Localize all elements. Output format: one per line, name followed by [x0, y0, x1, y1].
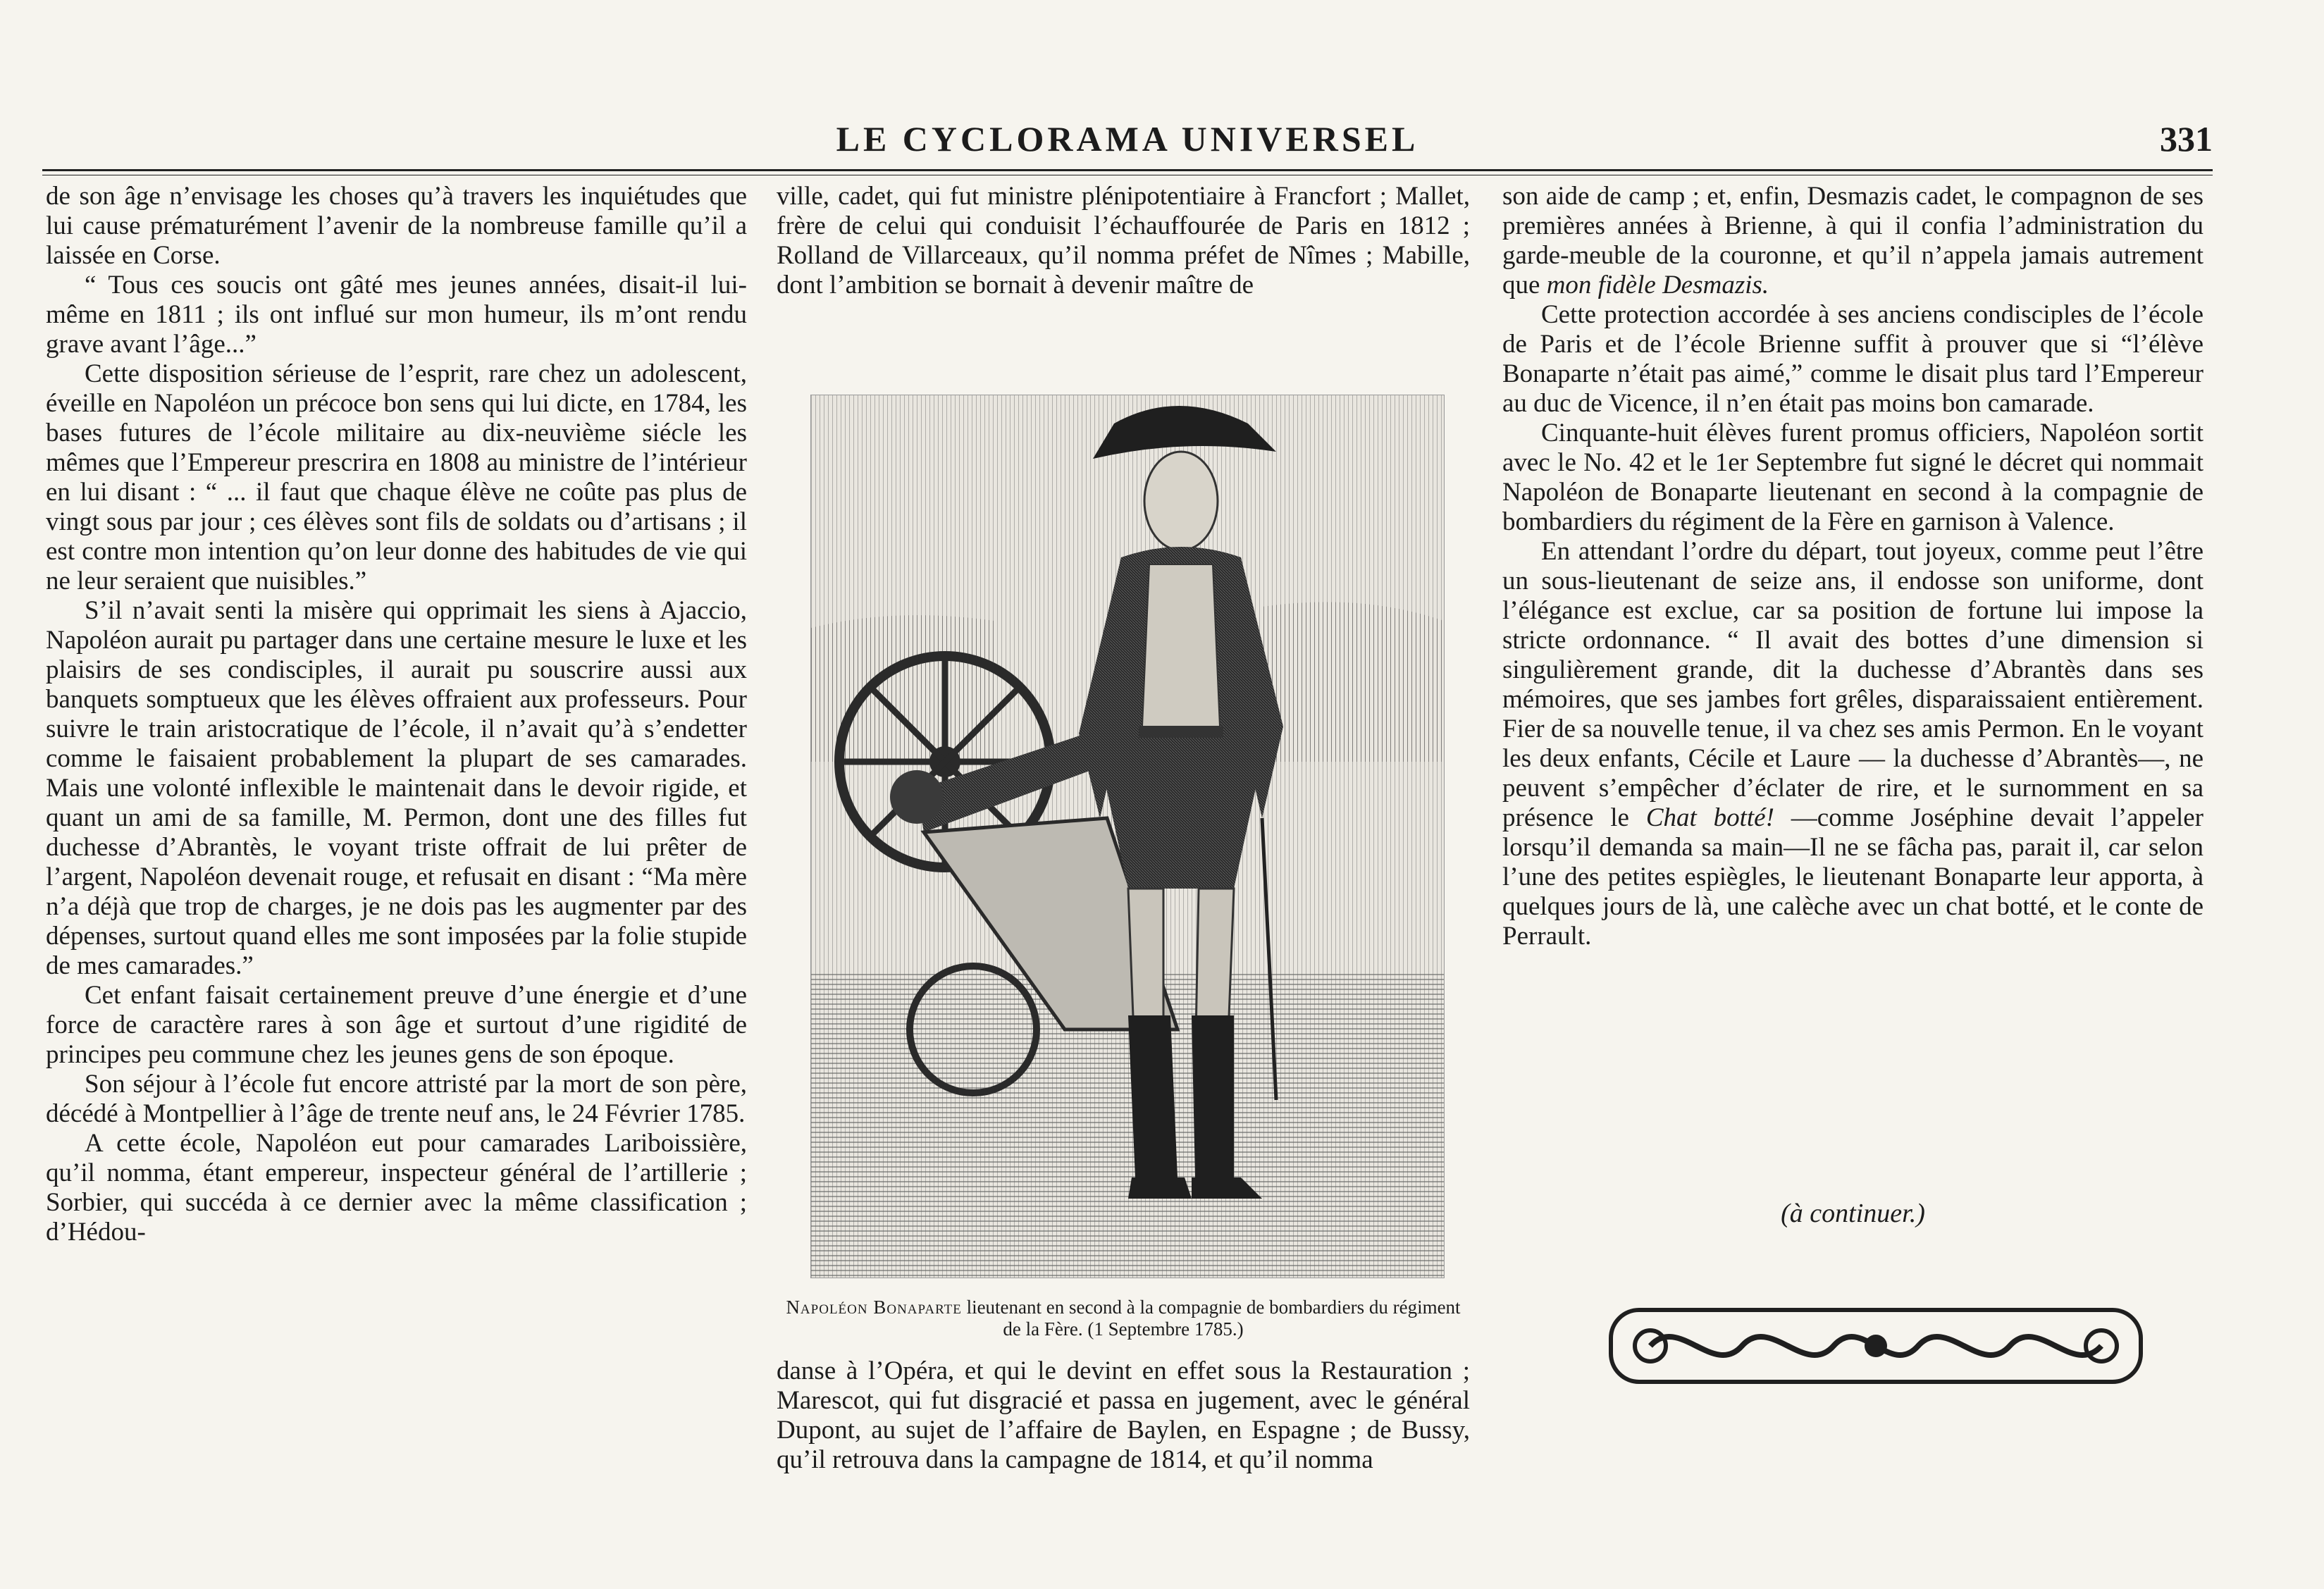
column-3: [1502, 182, 2204, 951]
paragraph: “ Tous ces soucis ont gâté mes jeunes années, disait-il lui-même en 1811 ; ils ont influé sur mon humeur, ils m’ont rendu grave avant l’âge...”: [46, 271, 747, 359]
text-span: —comme Joséphine devait l’appeler lorsqu’il demanda sa main—Il ne se fâcha pas, parait il, car selon l’une des petites espiègles, le lieutenant Bonaparte leur apporta, à quelques jours de là, une calèche avec un chat botté, et le conte de Perrault.: [1502, 803, 2204, 951]
header-rule: [42, 169, 2213, 171]
caption-text: lieutenant en second à la compagnie de bombardiers du régiment de la Fère. (1 Septembre 1785.): [961, 1297, 1461, 1340]
text-span: En attendant l’ordre du départ, tout joyeux, comme peut l’être un sous-lieutenant de seize ans, il endosse son uniforme, dont l’élégance est exclue, car sa position de fortune lui impose la stricte ordonnance. “ Il avait des bottes d’une dimension si singulièrement grande, dit la duchesse d’Abrantès dans ses mémoires, que ses jambes fort grêles, disparaissaient entièrement. Fier de sa nouvelle tenue, il va chez ses amis Permon. En le voyant les deux enfants, Cécile et Laure — la duchesse d’Abrantès—, ne peuvent s’empêcher d’éclater de rire, et le surnomment en sa présence le: [1502, 537, 2204, 832]
column-2-bottom: [777, 1356, 1470, 1475]
paragraph: ville, cadet, qui fut ministre plénipotentiaire à Francfort ; Mallet, frère de celui qui conduisit l’échauffourée de Paris en 1812 ; Rolland de Villarceaux, qu’il nomma préfet de Nîmes ; Mabille, dont l’ambition se bornait à devenir maître de: [777, 182, 1470, 299]
italic-text: mon fidèle Desmazis.: [1546, 271, 1769, 299]
continuation-note: (à continuer.): [1781, 1199, 1925, 1228]
page-number: 331: [2160, 119, 2213, 159]
paragraph: A cette école, Napoléon eut pour camarades Lariboissière, qu’il nomma, étant empereur, inspecteur général de l’artillerie ; Sorbier, qui succéda à ce dernier avec la même classification ; d’Hédou-: [46, 1129, 747, 1247]
paragraph: Son séjour à l’école fut encore attristé par la mort de son père, décédé à Montpellier à l’âge de trente neuf ans, le 24 Février 1785.: [46, 1070, 747, 1128]
caption-name: Napoléon Bonaparte: [786, 1297, 962, 1318]
figure-caption: [777, 1297, 1470, 1340]
paragraph: [1502, 537, 2204, 951]
text-span: son aide de camp ; et, enfin, Desmazis cadet, le compagnon de ses premières années à Brienne, à qui il confia l’administration du garde-meuble de la couronne, et qu’il n’appela jamais autrement que: [1502, 182, 2204, 299]
italic-text: Chat botté!: [1645, 803, 1774, 832]
paragraph: Cette protection accordée à ses anciens condisciples de l’école de Paris et de l’école Brienne suffit à prouver que si “l’élève Bonaparte n’était pas aimé,” comme le disait plus tard l’Empereur au duc de Vicence, il n’en était pas moins bon camarade.: [1502, 300, 2204, 418]
journal-title: LE CYCLORAMA UNIVERSEL: [836, 119, 1419, 159]
column-1: [46, 182, 747, 1247]
paragraph: S’il n’avait senti la misère qui opprimait les siens à Ajaccio, Napoléon aurait pu partager dans une certaine mesure le luxe et les plaisirs de ses condisciples, il aurait pu souscrire aussi aux banquets somptueux que les élèves offraient aux professeurs. Pour suivre le train aristocratique de l’école, il n’avait qu’à s’endetter comme le faisaient probablement la plupart de ses camarades. Mais une volonté inflexible le maintenait dans le devoir rigide, et quant un ami de sa famille, M. Permon, dont une des filles fut duchesse d’Abrantès, le voyant triste offrait de lui prêter de l’argent, Napoléon devenait rouge, et refusait en disant : “Ma mère n’a déjà que trop de charges, je ne dois pas les augmenter par des dépenses, surtout quand elles me sont imposées par la folie stupide de mes camarades.”: [46, 596, 747, 980]
running-header: [42, 118, 2213, 168]
napoleon-engraving-illustration: [810, 395, 1445, 1278]
paragraph: Cinquante-huit élèves furent promus officiers, Napoléon sortit avec le No. 42 et le 1er Septembre fut signé le décret qui nommait Napoléon de Bonaparte lieutenant en second à la compagnie de bombardiers du régiment de la Fère en garnison à Valence.: [1502, 419, 2204, 536]
paragraph: [1502, 182, 2204, 300]
paragraph: Cette disposition sérieuse de l’esprit, rare chez un adolescent, éveille en Napoléon un précoce bon sens qui lui dicte, en 1784, les bases futures de l’école militaire au dix-neuvième siécle les mêmes que l’Empereur prescrira en 1808 au ministre de l’intérieur en lui disant : “ ... il faut que chaque élève ne coûte pas plus de vingt sous par jour ; ces élèves sont fils de soldats ou d’artisans ; il est contre mon intention qu’on leur donne des habitudes de vie qui ne leur seraient que nuisibles.”: [46, 359, 747, 595]
decorative-ornament: [1608, 1307, 2144, 1385]
paragraph: danse à l’Opéra, et qui le devint en effet sous la Restauration ; Marescot, qui fut disgracié et passa en jugement, avec le général Dupont, au sujet de l’affaire de Baylen, en Espagne ; de Bussy, qu’il retrouva dans la campagne de 1814, et qu’il nomma: [777, 1356, 1470, 1474]
paragraph: de son âge n’envisage les choses qu’à travers les inquiétudes que lui cause prématurément l’avenir de la nombreuse famille qu’il a laissée en Corse.: [46, 182, 747, 270]
paragraph: Cet enfant faisait certainement preuve d’une énergie et d’une force de caractère rares à son âge et surtout d’une rigidité de principes peu commune chez les jeunes gens de son époque.: [46, 981, 747, 1069]
column-2-top: [777, 182, 1470, 300]
